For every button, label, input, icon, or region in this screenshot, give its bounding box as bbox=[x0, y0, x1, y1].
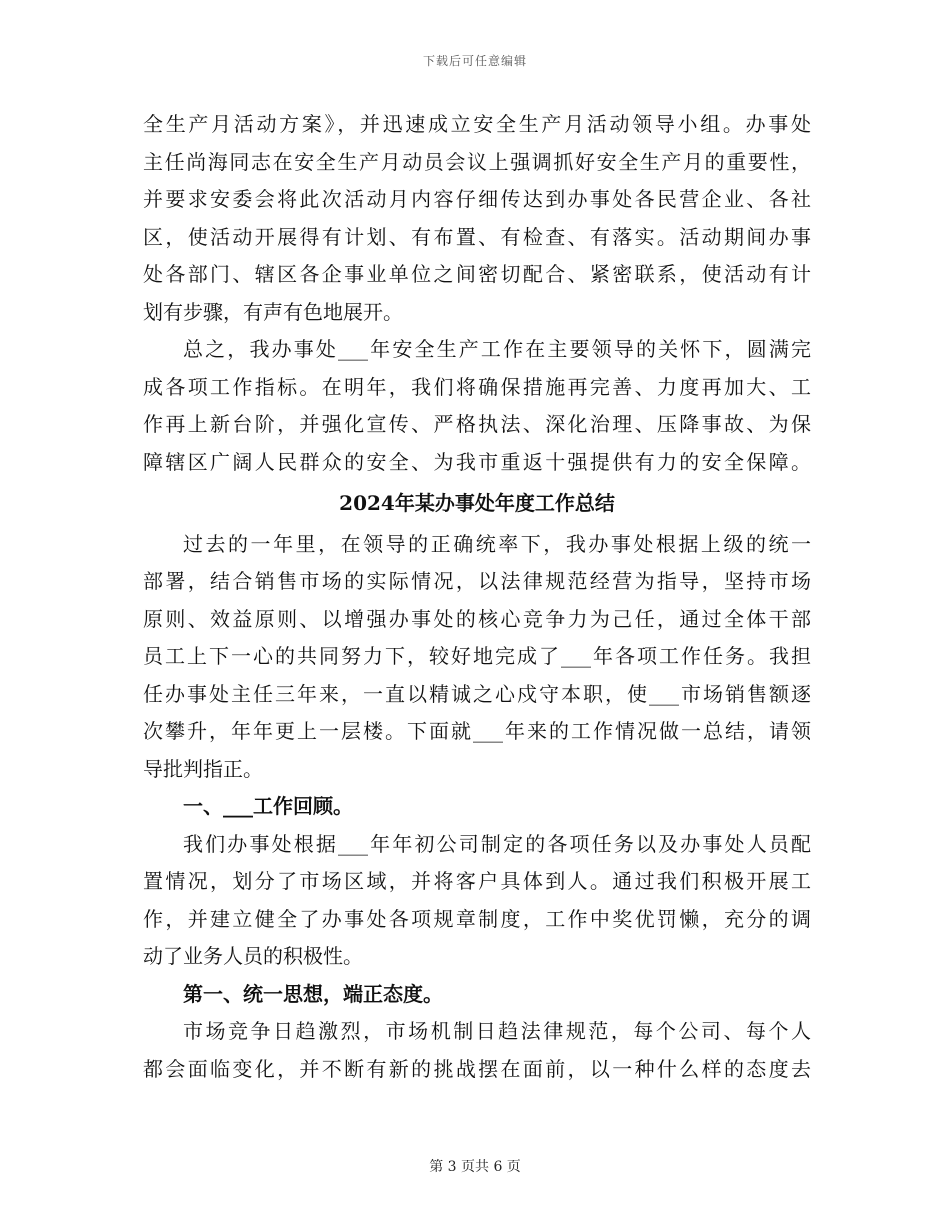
text-line: 员工上下一心的共同努力下，较好地完成了___年各项工作任务。我担 bbox=[143, 644, 811, 668]
text-line: 作再上新台阶，并强化宣传、严格执法、深化治理、压降事故、为保 bbox=[143, 412, 811, 436]
text-line: 置情况，划分了市场区域，并将客户具体到人。通过我们积极开展工 bbox=[143, 869, 811, 893]
subsection-heading: 第一、统一思想，端正态度。 bbox=[183, 981, 443, 1006]
text-line: 部署，结合销售市场的实际情况，以法律规范经营为指导，坚持市场 bbox=[143, 569, 811, 593]
text-line: 我们办事处根据___年年初公司制定的各项任务以及办事处人员配 bbox=[183, 831, 811, 856]
paragraph bbox=[143, 331, 811, 481]
page-header: 下载后可任意编辑 bbox=[422, 54, 527, 68]
text-line: 主任尚海同志在安全生产月动员会议上强调抓好安全生产月的重要性， bbox=[143, 149, 811, 174]
text-line: 过去的一年里，在领导的正确统率下，我办事处根据上级的统一 bbox=[183, 531, 811, 556]
text-line: 划有步骤，有声有色地展开。 bbox=[143, 299, 403, 324]
subsection-heading: 一、___工作回顾。 bbox=[183, 794, 353, 818]
text-line: 导批判指正。 bbox=[143, 756, 263, 781]
section-title: 2024年某办事处年度工作总结 bbox=[339, 491, 615, 515]
text-line: 市场竞争日趋激烈，市场机制日趋法律规范，每个公司、每个人 bbox=[183, 1019, 811, 1043]
text-line: 并要求安委会将此次活动月内容仔细传达到办事处各民营企业、各社 bbox=[143, 187, 811, 211]
text-line: 区，使活动开展得有计划、有布置、有检查、有落实。活动期间办事 bbox=[143, 224, 811, 249]
document-body bbox=[143, 106, 811, 1088]
text-line: 障辖区广阔人民群众的安全、为我市重返十强提供有力的安全保障。 bbox=[143, 449, 811, 474]
text-line: 总之，我办事处___年安全生产工作在主要领导的关怀下，圆满完 bbox=[183, 337, 811, 361]
paragraph bbox=[143, 106, 811, 331]
text-line: 全生产月活动方案》，并迅速成立安全生产月活动领导小组。办事处 bbox=[143, 112, 811, 136]
text-line: 成各项工作指标。在明年，我们将确保措施再完善、力度再加大、工 bbox=[143, 374, 811, 399]
text-line: 任办事处主任三年来，一直以精诚之心戍守本职，使___市场销售额逐 bbox=[143, 681, 811, 706]
paragraph bbox=[143, 1013, 811, 1088]
paragraph bbox=[143, 526, 811, 789]
text-line: 动了业务人员的积极性。 bbox=[143, 944, 363, 968]
paragraph bbox=[143, 826, 811, 976]
page-footer: 第 3 页共 6 页 bbox=[429, 1159, 521, 1175]
text-line: 都会面临变化，并不断有新的挑战摆在面前，以一种什么样的态度去 bbox=[143, 1056, 811, 1081]
text-line: 次攀升，年年更上一层楼。下面就___年来的工作情况做一总结，请领 bbox=[143, 719, 811, 743]
text-line: 作，并建立健全了办事处各项规章制度，工作中奖优罚懒，充分的调 bbox=[143, 906, 811, 931]
text-line: 原则、效益原则、以增强办事处的核心竞争力为己任，通过全体干部 bbox=[143, 606, 811, 631]
text-line: 处各部门、辖区各企事业单位之间密切配合、紧密联系，使活动有计 bbox=[143, 262, 811, 286]
